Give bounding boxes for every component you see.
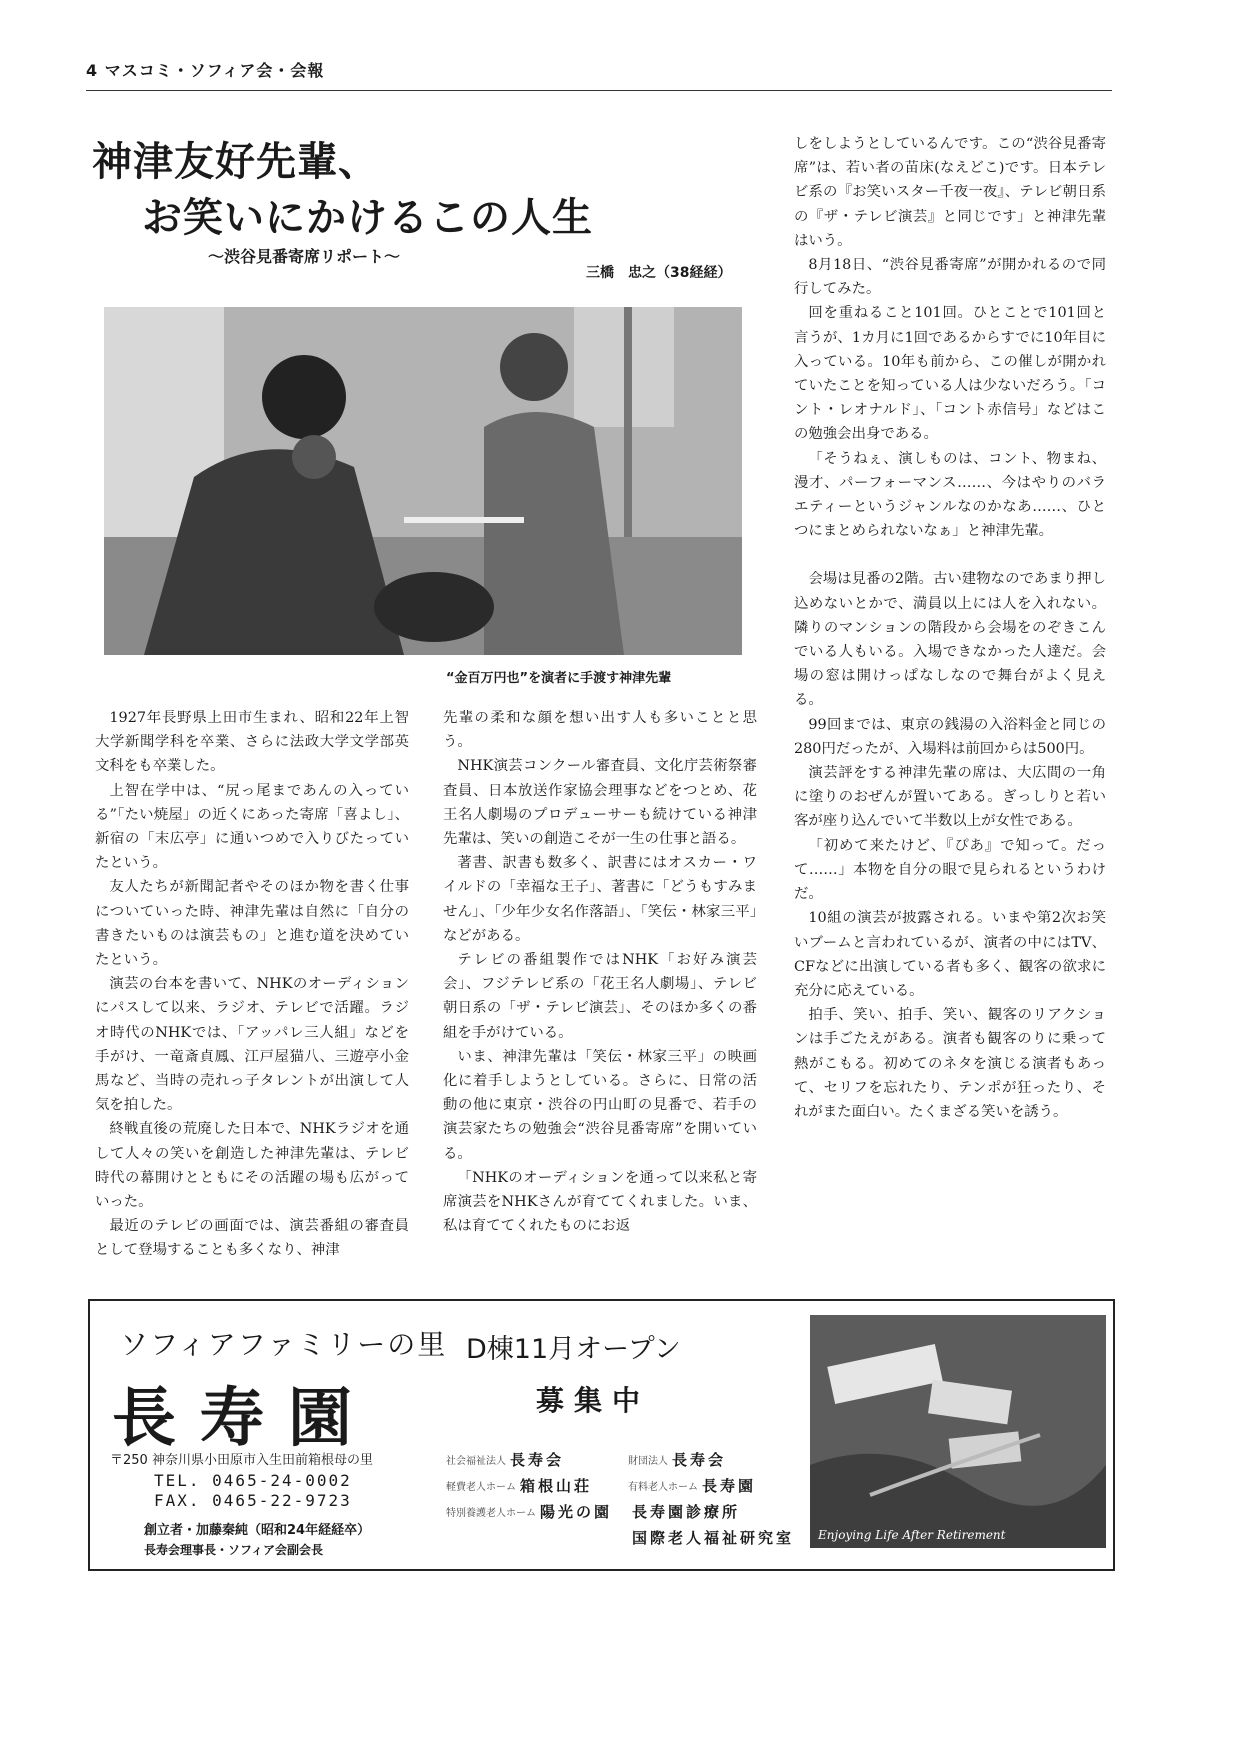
paragraph: 拍手、笑い、拍手、笑い、観客のリアクションは手ごたえがある。演者も観客のりに乗って熱がこもる。初めてのネタを演じる演者もあって、セリフを忘れたり、テンポが狂ったり、それがまた面白い。たくまざる笑いを誘う。: [794, 1007, 1106, 1120]
ad-fax: FAX. 0465-22-9723: [154, 1491, 352, 1510]
paragraph: 10組の演芸が披露される。いまや第2次お笑いブームと言われているが、演者の中にはTV、CFなどに出演している者も多く、観客の欲求に充分に応えている。: [794, 910, 1106, 999]
article-title-line1: 神津友好先輩、: [92, 139, 379, 185]
page-header: 4 マスコミ・ソフィア会・会報: [86, 61, 325, 80]
article-subtitle: 〜渋谷見番寄席リポート〜: [208, 247, 401, 266]
ad-org: 財団法人 長寿会: [628, 1451, 727, 1469]
paragraph: しをしようとしているんです。この“渋谷見番寄席”は、若い者の苗床(なえどこ)です。日本テレビ系の『お笑いスター千夜一夜』、テレビ朝日系の『ザ・テレビ演芸』と同じです」と神津先輩はいう。: [794, 136, 1106, 249]
article-title-line2: お笑いにかけるこの人生: [142, 195, 593, 241]
paragraph: 8月18日、“渋谷見番寄席”が開かれるので同行してみた。: [794, 257, 1106, 298]
ad-contact: [154, 1471, 352, 1511]
paragraph: 1927年長野県上田市生まれ、昭和22年上智大学新聞学科を卒業、さらに法政大学文学部英文科をも卒業した。: [95, 710, 409, 775]
ad-tel: TEL. 0465-24-0002: [154, 1471, 352, 1490]
paragraph: 99回までは、東京の銭湯の入浴料金と同じの280円だったが、入場料は前回からは500円。: [794, 716, 1106, 757]
ad-photo: [810, 1315, 1106, 1548]
ad-open-notice: D棟11月オープン: [466, 1334, 681, 1365]
paragraph: 「NHKのオーディションを通って以来私と寄席演芸をNHKさんが育ててくれました。いま、私は育ててくれたものにお返: [443, 1169, 757, 1235]
paragraph: 回を重ねること101回。ひとことで101回と言うが、1カ月に1回であるからすでに10年目に入っている。10年も前から、この催しが開かれていたことを知っている人は少ないだろう。「コント・レオナルド」、「コント赤信号」などはこの勉強会出身である。: [794, 305, 1106, 443]
article-column-1: [95, 706, 409, 1263]
paragraph: いま、神津先輩は「笑伝・林家三平」の映画化に着手しようとしている。さらに、日常の活動の他に東京・渋谷の円山町の見番で、若手の演芸家たちの勉強会“渋谷見番寄席”を開いている。: [443, 1048, 757, 1162]
advertisement: [88, 1299, 1115, 1571]
building-aerial-illustration: [810, 1315, 1106, 1548]
ad-org: 国際老人福祉研究室: [632, 1529, 795, 1547]
ad-org: 軽費老人ホーム 箱根山荘: [446, 1477, 593, 1495]
ad-org: 長寿園診療所: [632, 1503, 741, 1521]
article-column-2: [443, 706, 757, 1238]
ad-address: 〒250 神奈川県小田原市入生田前箱根母の里: [110, 1453, 373, 1468]
ad-org: 特別養護老人ホーム 陽光の園: [446, 1503, 613, 1521]
paragraph: 最近のテレビの画面では、演芸番組の審査員として登場することも多くなり、神津: [95, 1218, 409, 1259]
paragraph: 著書、訳書も数多く、訳書にはオスカー・ワイルドの「幸福な王子」、著書に「どうもすみません」、「少年少女名作落語」、「笑伝・林家三平」などがある。: [443, 855, 757, 944]
paragraph: 友人たちが新聞記者やそのほか物を書く仕事についていった時、神津先輩は自然に「自分の書きたいものは演芸もの」と進む道を決めていたという。: [95, 879, 409, 969]
paragraph: 「そうねぇ、演しものは、コント、物まね、漫才、パーフォーマンス……、今はやりのバラエティーというジャンルなのかなあ……、ひとつにまとめられないなぁ」と神津先輩。: [794, 450, 1106, 540]
ad-tagline: ソフィアファミリーの里: [120, 1328, 448, 1361]
article-author: 三橋 忠之（38経経）: [586, 265, 732, 281]
article-photo: [104, 307, 742, 655]
paragraph: 終戦直後の荒廃した日本で、NHKラジオを通して人々の笑いを創造した神津先輩は、テレビ時代の幕開けとともにその活躍の場も広がっていった。: [95, 1121, 409, 1211]
ad-founder: 創立者・加藤秦純（昭和24年経経卒）: [144, 1523, 371, 1538]
paragraph: 演芸評をする神津先輩の席は、大広間の一角に塗りのおぜんが置いてある。ぎっしりと若い客が座り込んでいて半数以上が女性である。: [794, 765, 1106, 830]
paragraph: 上智在学中は、“尻っ尾まであんの入っている”「たい焼屋」の近くにあった寄席「喜よし」、新宿の「末広亭」に通いつめで入りびたっていたという。: [95, 782, 409, 872]
photo-caption: “金百万円也”を演者に手渡す神津先輩: [446, 671, 672, 686]
paragraph: 先輩の柔和な顔を想い出す人も多いことと思う。: [443, 710, 757, 751]
photo-illustration: [104, 307, 742, 655]
paragraph: NHK演芸コンクール審査員、文化庁芸術祭審査員、日本放送作家協会理事などをつとめ、花王名人劇場のプロデューサーも続けている神津先輩は、笑いの創造こそが一生の仕事と語る。: [443, 758, 757, 848]
header-rule: [86, 90, 1112, 91]
paragraph: 「初めて来たけど、『ぴあ』で知って。だって……」本物を自分の眼で見られるというわけだ。: [794, 837, 1106, 903]
ad-recruiting: 募集中: [536, 1384, 651, 1417]
paragraph: 会場は見番の2階。古い建物なのであまり押し込めないとかで、満員以上には人を入れない。隣りのマンションの階段から会場をのぞきこんでいる人もいる。入場できなかった人達だ。会場の窓は開けっぱなしなので舞台がよく見える。: [794, 571, 1106, 709]
paragraph: 演芸の台本を書いて、NHKのオーディションにパスして以来、ラジオ、テレビで活躍。ラジオ時代のNHKでは、「アッパレ三人組」などを手がけ、一竜斎貞鳳、江戸屋猫八、三遊亭小金馬など、当時の売れっ子タレントが出演して人気を拍した。: [95, 976, 409, 1114]
article-column-3: [794, 132, 1106, 1124]
ad-role: 長寿会理事長・ソフィア会副会長: [144, 1543, 324, 1557]
ad-org: 有料老人ホーム 長寿園: [628, 1477, 757, 1495]
ad-facility-name: 長寿園: [112, 1381, 376, 1456]
ad-photo-caption: Enjoying Life After Retirement: [818, 1528, 1006, 1542]
paragraph: テレビの番組製作ではNHK「お好み演芸会」、フジテレビ系の「花王名人劇場」、テレビ朝日系の「ザ・テレビ演芸」、そのほか多くの番組を手がけている。: [443, 952, 757, 1041]
ad-org: 社会福祉法人 長寿会: [446, 1451, 565, 1469]
